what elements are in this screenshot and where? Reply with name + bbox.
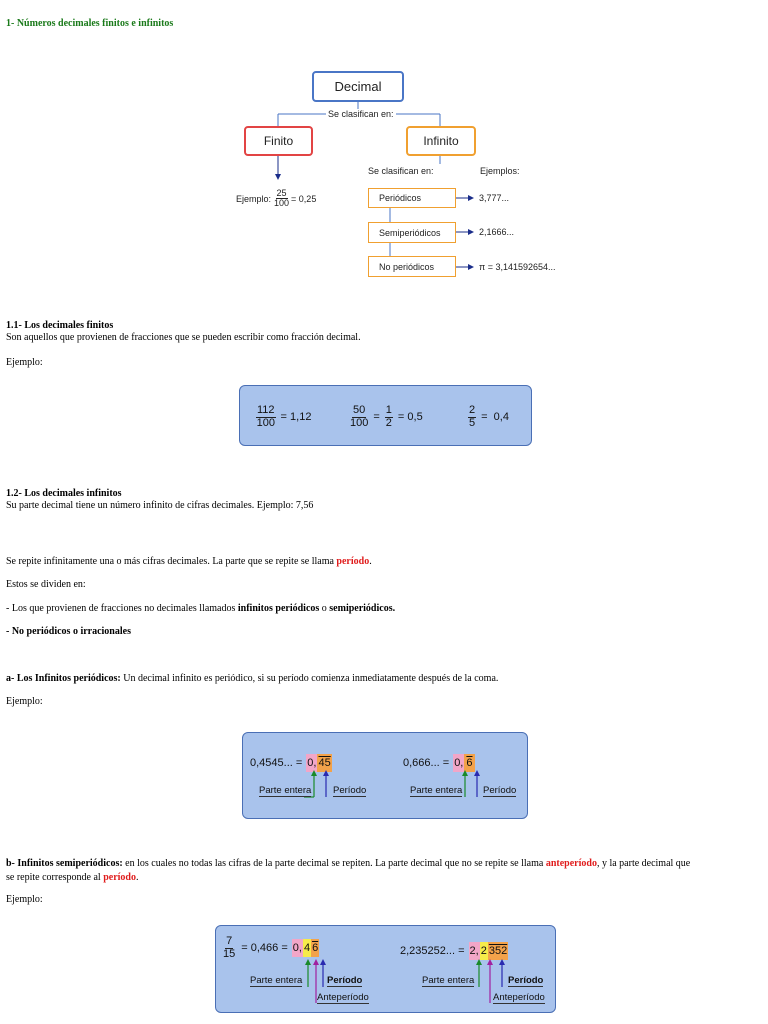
periodo-highlight: 6: [464, 754, 474, 772]
fraction-numerator: 50: [353, 404, 366, 416]
parte-entera-highlight: 0,: [453, 754, 464, 772]
fraction-result: = 0,5: [397, 411, 423, 424]
periodo-label: Período: [327, 975, 363, 986]
section-1-2-text: Su parte decimal tiene un número infinito de cifras decimales. Ejemplo: 7,56: [6, 500, 314, 511]
fraction-result: = 1,12: [280, 411, 312, 424]
section-b-text: , y la parte decimal que: [596, 858, 691, 869]
periodicos-node: Periódicos: [368, 188, 456, 208]
periodo-highlight: 45: [317, 754, 331, 772]
repite-text: Se repite infinitamente una o más cifras decimales. La parte que se repite se llama: [6, 556, 337, 567]
periodo-term: período: [336, 556, 370, 567]
section-b-text: en los cuales no todas las cifras de la parte decimal se repiten. La parte decimal que no se repite se llama: [122, 858, 546, 869]
parte-entera-highlight: 0,: [306, 754, 317, 772]
repite-end: .: [369, 556, 372, 567]
anteperiodo-highlight: 4: [303, 939, 311, 957]
example-lhs: 2,235252... =: [400, 945, 465, 957]
section-b-text: se repite corresponde al: [6, 872, 104, 883]
fraction-numerator: 25: [276, 188, 287, 198]
finito-node: Finito: [244, 126, 313, 156]
fraction-denominator: 100: [256, 416, 275, 429]
semiperiodicos-example: 2,1666...: [479, 227, 515, 237]
periodo-label: Período: [333, 785, 367, 796]
decimal-node: Decimal: [312, 71, 404, 102]
example-lhs: 0,4545... =: [250, 757, 303, 769]
ejemplo-result: = 0,25: [291, 193, 317, 204]
example-mid: = 0,466 =: [241, 942, 288, 955]
anteperiodo-label: Anteperíodo: [317, 992, 369, 1003]
section-a-title: a- Los Infinitos periódicos:: [6, 673, 121, 684]
item-bold-periodic: infinitos periódicos: [237, 603, 320, 614]
section-1-1-title: 1.1- Los decimales finitos: [6, 320, 114, 331]
parte-entera-label: Parte entera: [422, 975, 475, 986]
item-bold-semiperiodic: semiperiódicos.: [329, 603, 396, 614]
no-periodicos-node: No periódicos: [368, 256, 456, 277]
list-item-irrational: - No periódicos o irracionales: [6, 626, 131, 637]
fraction-numerator: 2: [469, 404, 476, 416]
fraction-denominator: 2: [385, 416, 392, 429]
section-a-ejemplo: Ejemplo:: [6, 696, 43, 707]
fraction-numerator: 112: [257, 404, 275, 416]
se-clasifican-label: Se clasifican en:: [368, 166, 434, 176]
section-a-text: Un decimal infinito es periódico, si su período comienza inmediatamente después de la coma.: [120, 673, 499, 684]
section-1-2-title: 1.2- Los decimales infinitos: [6, 488, 122, 499]
ejemplo-label: Ejemplo:: [236, 193, 272, 204]
parte-entera-highlight: 0,: [292, 939, 303, 957]
semiperiodicos-node: Semiperiódicos: [368, 222, 456, 243]
periodicos-example: 3,777...: [479, 193, 510, 203]
periodo-label: Período: [483, 785, 517, 796]
page-title: 1- Números decimales finitos e infinitos: [6, 18, 174, 29]
item-text: - Los que provienen de fracciones no decimales llamados: [6, 603, 238, 614]
infinito-node: Infinito: [406, 126, 476, 156]
classify-label: Se clasifican en:: [328, 109, 394, 119]
parte-entera-label: Parte entera: [410, 785, 463, 796]
ejemplos-label: Ejemplos:: [480, 166, 520, 176]
periodo-highlight: 352: [488, 942, 508, 960]
section-b-ejemplo: Ejemplo:: [6, 894, 43, 905]
fraction-denominator: 5: [469, 416, 476, 429]
anteperiodo-term: anteperíodo: [545, 858, 597, 869]
fraction-denominator: 100: [274, 198, 290, 209]
section-1-1-text: Son aquellos que provienen de fracciones que se pueden escribir como fracción decimal.: [6, 332, 361, 343]
anteperiodo-label: Anteperíodo: [493, 992, 545, 1003]
section-b-text: .: [135, 872, 139, 883]
fraction-denominator: 15: [223, 947, 236, 960]
anteperiodo-highlight: 2: [480, 942, 488, 960]
section-b-title: b- Infinitos semiperiódicos:: [6, 858, 123, 869]
no-periodicos-example: π = 3,141592654...: [479, 262, 556, 272]
fraction-numerator: 7: [226, 935, 233, 947]
item-connector: o: [319, 603, 330, 614]
fraction-denominator: 100: [350, 416, 369, 429]
example-lhs: 0,666... =: [403, 757, 450, 769]
parte-entera-label: Parte entera: [259, 785, 312, 796]
equals-sign: =: [373, 411, 380, 424]
section-1-1-ejemplo: Ejemplo:: [6, 357, 43, 368]
fraction-result: = 0,4: [481, 411, 509, 424]
fraction-numerator: 1: [385, 404, 392, 416]
dividen-text: Estos se dividen en:: [6, 579, 86, 590]
parte-entera-label: Parte entera: [250, 975, 303, 986]
periodo-highlight: 6: [311, 939, 319, 957]
periodo-term: período: [103, 872, 136, 883]
periodo-label: Período: [508, 975, 544, 986]
parte-entera-highlight: 2,: [469, 942, 480, 960]
